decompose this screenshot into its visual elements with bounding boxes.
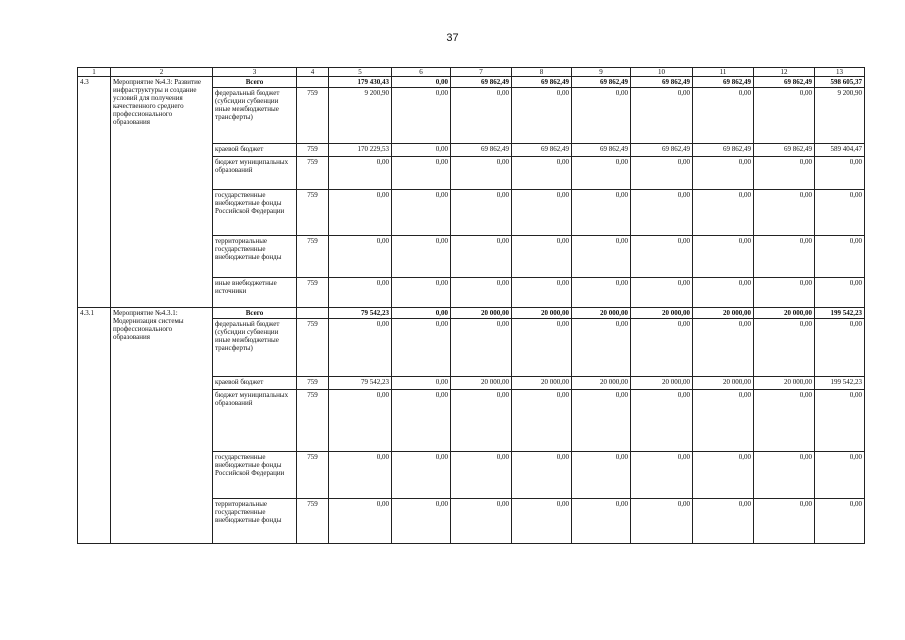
column-header: 10 [631,68,693,77]
amount-cell: 0,00 [392,278,451,308]
amount-cell: 0,00 [693,319,754,377]
amount-cell: 0,00 [572,278,631,308]
funding-source: территориальные государственные внебюджетные фонды [213,236,297,278]
amount-cell: 0,00 [451,452,512,499]
amount-cell: 69 862,49 [512,77,572,88]
funding-source: краевой бюджет [213,377,297,390]
column-header: 7 [451,68,512,77]
budget-code [297,77,329,88]
funding-source: территориальные государственные внебюджетные фонды [213,499,297,544]
amount-cell: 69 862,49 [572,144,631,157]
amount-cell: 0,00 [392,319,451,377]
amount-cell: 0,00 [392,236,451,278]
amount-cell: 0,00 [815,190,865,236]
page-number: 37 [446,32,459,44]
amount-cell: 0,00 [572,190,631,236]
amount-cell: 0,00 [631,236,693,278]
funding-source: Всего [213,77,297,88]
amount-cell: 0,00 [631,452,693,499]
amount-cell: 0,00 [754,88,815,144]
amount-cell: 0,00 [329,452,392,499]
amount-cell: 20 000,00 [754,308,815,319]
budget-code: 759 [297,390,329,452]
amount-cell: 0,00 [392,77,451,88]
amount-cell: 0,00 [572,319,631,377]
amount-cell: 0,00 [693,452,754,499]
column-header-row [78,68,865,77]
amount-cell: 179 430,43 [329,77,392,88]
amount-cell: 20 000,00 [693,308,754,319]
amount-cell: 0,00 [392,452,451,499]
column-header: 6 [392,68,451,77]
amount-cell: 79 542,23 [329,308,392,319]
amount-cell: 69 862,49 [451,144,512,157]
amount-cell: 69 862,49 [572,77,631,88]
amount-cell: 0,00 [572,390,631,452]
funding-source: Всего [213,308,297,319]
budget-code: 759 [297,144,329,157]
table-body [78,68,865,544]
amount-cell: 0,00 [512,157,572,190]
amount-cell: 0,00 [631,157,693,190]
amount-cell: 0,00 [693,499,754,544]
budget-code: 759 [297,157,329,190]
amount-cell: 0,00 [754,319,815,377]
amount-cell: 0,00 [631,499,693,544]
funding-source: бюджет муниципальных образований [213,157,297,190]
amount-cell: 0,00 [631,319,693,377]
amount-cell: 0,00 [754,278,815,308]
amount-cell: 20 000,00 [451,308,512,319]
table-row [78,308,865,319]
amount-cell: 0,00 [572,88,631,144]
funding-source: федеральный бюджет (субсидии субвенции иные межбюджетные трансферты) [213,88,297,144]
budget-code: 759 [297,377,329,390]
amount-cell: 0,00 [512,390,572,452]
amount-cell: 0,00 [392,190,451,236]
column-header: 12 [754,68,815,77]
amount-cell: 0,00 [329,278,392,308]
amount-cell: 0,00 [451,88,512,144]
column-header: 13 [815,68,865,77]
amount-cell: 0,00 [815,499,865,544]
column-header: 9 [572,68,631,77]
amount-cell: 0,00 [392,390,451,452]
amount-cell: 0,00 [451,190,512,236]
amount-cell: 598 605,37 [815,77,865,88]
amount-cell: 69 862,49 [512,144,572,157]
amount-cell: 199 542,23 [815,308,865,319]
budget-code: 759 [297,452,329,499]
column-header: 4 [297,68,329,77]
amount-cell: 0,00 [815,452,865,499]
funding-source: иные внебюджетные источники [213,278,297,308]
column-header: 8 [512,68,572,77]
amount-cell: 0,00 [754,499,815,544]
funding-source: бюджет муниципальных образований [213,390,297,452]
amount-cell: 79 542,23 [329,377,392,390]
amount-cell: 0,00 [512,190,572,236]
amount-cell: 0,00 [754,236,815,278]
amount-cell: 0,00 [693,88,754,144]
amount-cell: 0,00 [451,157,512,190]
amount-cell: 20 000,00 [631,377,693,390]
amount-cell: 69 862,49 [754,77,815,88]
amount-cell: 0,00 [754,390,815,452]
section-id: 4.3 [78,77,111,308]
amount-cell: 0,00 [451,278,512,308]
amount-cell: 20 000,00 [572,377,631,390]
amount-cell: 0,00 [693,390,754,452]
amount-cell: 0,00 [754,190,815,236]
amount-cell: 20 000,00 [451,377,512,390]
amount-cell: 9 200,90 [815,88,865,144]
amount-cell: 0,00 [329,390,392,452]
funding-source: государственные внебюджетные фонды Российской Федерации [213,190,297,236]
amount-cell: 9 200,90 [329,88,392,144]
amount-cell: 0,00 [451,319,512,377]
amount-cell: 20 000,00 [693,377,754,390]
budget-code: 759 [297,190,329,236]
funding-source: государственные внебюджетные фонды Российской Федерации [213,452,297,499]
funding-source: краевой бюджет [213,144,297,157]
budget-code: 759 [297,88,329,144]
amount-cell: 0,00 [693,236,754,278]
column-header: 5 [329,68,392,77]
amount-cell: 589 404,47 [815,144,865,157]
amount-cell: 69 862,49 [693,144,754,157]
amount-cell: 0,00 [512,319,572,377]
amount-cell: 0,00 [451,236,512,278]
column-header: 11 [693,68,754,77]
budget-code: 759 [297,499,329,544]
amount-cell: 170 229,53 [329,144,392,157]
amount-cell: 0,00 [392,144,451,157]
amount-cell: 20 000,00 [512,308,572,319]
amount-cell: 0,00 [392,499,451,544]
amount-cell: 0,00 [815,236,865,278]
budget-table [77,67,865,544]
amount-cell: 0,00 [815,157,865,190]
amount-cell: 0,00 [754,452,815,499]
amount-cell: 0,00 [329,157,392,190]
amount-cell: 0,00 [815,278,865,308]
amount-cell: 0,00 [392,377,451,390]
amount-cell: 69 862,49 [693,77,754,88]
funding-source: федеральный бюджет (субсидии субвенции иные межбюджетные трансферты) [213,319,297,377]
column-header: 2 [111,68,213,77]
budget-code: 759 [297,319,329,377]
amount-cell: 0,00 [392,308,451,319]
amount-cell: 0,00 [631,390,693,452]
amount-cell: 0,00 [512,278,572,308]
amount-cell: 0,00 [512,88,572,144]
amount-cell: 0,00 [693,278,754,308]
amount-cell: 20 000,00 [572,308,631,319]
column-header: 1 [78,68,111,77]
amount-cell: 0,00 [451,390,512,452]
amount-cell: 0,00 [693,157,754,190]
amount-cell: 69 862,49 [631,144,693,157]
amount-cell: 0,00 [572,452,631,499]
section-name: Мероприятие №4.3.1: Модернизация системы профессионального образования [111,308,213,544]
amount-cell: 0,00 [451,499,512,544]
amount-cell: 69 862,49 [451,77,512,88]
amount-cell: 0,00 [392,157,451,190]
amount-cell: 0,00 [815,390,865,452]
amount-cell: 0,00 [512,452,572,499]
table-row [78,77,865,88]
amount-cell: 0,00 [329,236,392,278]
amount-cell: 0,00 [815,319,865,377]
amount-cell: 20 000,00 [754,377,815,390]
section-name: Мероприятие №4.3: Развитие инфраструктуры и создание условий для получения качественного среднего профессионального образования [111,77,213,308]
amount-cell: 0,00 [512,236,572,278]
amount-cell: 0,00 [329,499,392,544]
amount-cell: 0,00 [329,319,392,377]
amount-cell: 0,00 [572,157,631,190]
amount-cell: 0,00 [631,190,693,236]
amount-cell: 0,00 [754,157,815,190]
amount-cell: 20 000,00 [512,377,572,390]
amount-cell: 0,00 [631,278,693,308]
amount-cell: 0,00 [572,236,631,278]
amount-cell: 199 542,23 [815,377,865,390]
amount-cell: 0,00 [693,190,754,236]
amount-cell: 0,00 [631,88,693,144]
amount-cell: 69 862,49 [631,77,693,88]
amount-cell: 20 000,00 [631,308,693,319]
amount-cell: 69 862,49 [754,144,815,157]
budget-code: 759 [297,236,329,278]
amount-cell: 0,00 [329,190,392,236]
section-id: 4.3.1 [78,308,111,544]
amount-cell: 0,00 [572,499,631,544]
budget-code: 759 [297,278,329,308]
budget-code [297,308,329,319]
amount-cell: 0,00 [512,499,572,544]
column-header: 3 [213,68,297,77]
amount-cell: 0,00 [392,88,451,144]
